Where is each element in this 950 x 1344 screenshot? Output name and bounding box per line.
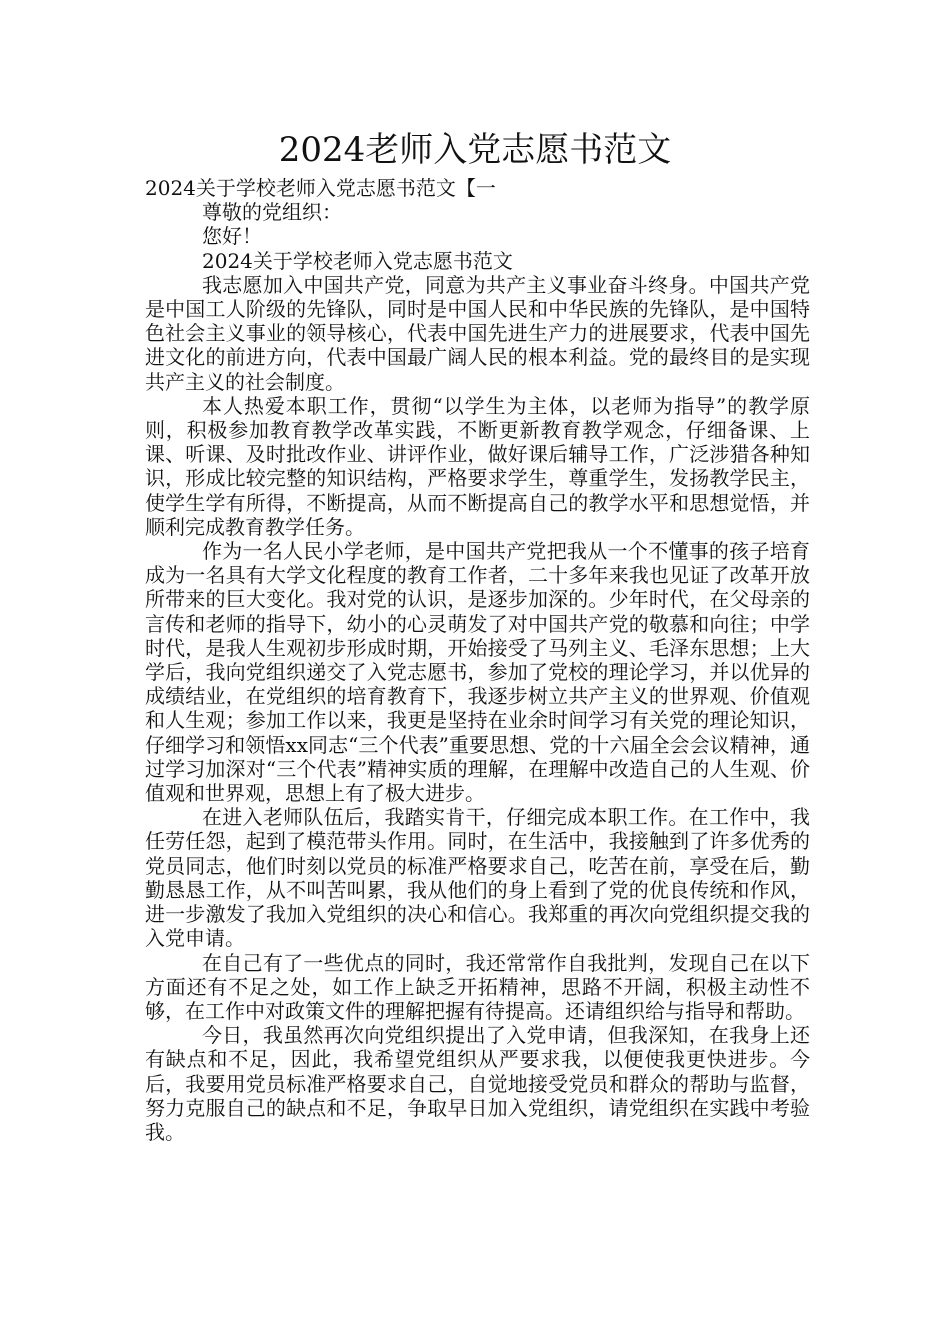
paragraph-5: 在自己有了一些优点的同时，我还常常作自我批判，发现自己在以下方面还有不足之处，如工作上缺乏开拓精神，思路不开阔，积极主动性不够，在工作中对政策文件的理解把握有待提高。还请组织给与指导和帮助。 bbox=[145, 950, 810, 1023]
paragraph-3: 作为一名人民小学老师，是中国共产党把我从一个不懂事的孩子培育成为一名具有大学文化程度的教育工作者，二十多年来我也见证了改革开放所带来的巨大变化。我对党的认识，是逐步加深的。少年时代，在父母亲的言传和老师的指导下，幼小的心灵萌发了对中国共产党的敬慕和向往；中学时代，是我人生观初步形成时期，开始接受了马列主义、毛泽东思想；上大学后，我向党组织递交了入党志愿书，参加了党校的理论学习，并以优异的成绩结业，在党组织的培育教育下，我逐步树立共产主义的世界观、价值观和人生观；参加工作以来，我更是坚持在业余时间学习有关党的理论知识，仔细学习和领悟xx同志“三个代表”重要思想、党的十六届全会会议精神，通过学习加深对“三个代表”精神实质的理解，在理解中改造自己的人生观、价值观和世界观，思想上有了极大进步。 bbox=[145, 539, 810, 806]
greeting: 您好！ bbox=[202, 224, 262, 249]
paragraph-6: 今日，我虽然再次向党组织提出了入党申请，但我深知，在我身上还有缺点和不足，因此，我希望党组织从严要求我，以便使我更快进步。今后，我要用党员标准严格要求自己，自觉地接受党员和群众的帮助与监督，努力克服自己的缺点和不足，争取早日加入党组织，请党组织在实践中考验我。 bbox=[145, 1023, 810, 1144]
document-body bbox=[145, 176, 810, 1144]
intro-line: 2024关于学校老师入党志愿书范文 bbox=[202, 248, 513, 273]
salutation: 尊敬的党组织： bbox=[202, 200, 342, 225]
paragraph-2: 本人热爱本职工作，贯彻“以学生为主体，以老师为指导”的教学原则，积极参加教育教学改革实践，不断更新教育教学观念，仔细备课、上课、听课、及时批改作业、讲评作业，做好课后辅导工作，广泛涉猎各种知识，形成比较完整的知识结构，严格要求学生，尊重学生，发扬教学民主，使学生学有所得，不断提高，从而不断提高自己的教学水平和思想觉悟，并顺利完成教育教学任务。 bbox=[145, 393, 810, 539]
paragraph-1: 我志愿加入中国共产党，同意为共产主义事业奋斗终身。中国共产党是中国工人阶级的先锋队，同时是中国人民和中华民族的先锋队，是中国特色社会主义事业的领导核心，代表中国先进生产力的进展要求，代表中国先进文化的前进方向，代表中国最广阔人民的根本利益。党的最终目的是实现共产主义的社会制度。 bbox=[145, 272, 810, 394]
document-subtitle: 2024关于学校老师入党志愿书范文【一 bbox=[145, 176, 496, 200]
document-title: 2024老师入党志愿书范文 bbox=[278, 130, 672, 170]
paragraph-4: 在进入老师队伍后，我踏实肯干，仔细完成本职工作。在工作中，我任劳任怨，起到了模范带头作用。同时，在生活中，我接触到了许多优秀的党员同志，他们时刻以党员的标准严格要求自己，吃苦在前，享受在后，勤勤恳恳工作，从不叫苦叫累，我从他们的身上看到了党的优良传统和作风，进一步激发了我加入党组织的决心和信心。我郑重的再次向党组织提交我的入党申请。 bbox=[145, 805, 810, 951]
